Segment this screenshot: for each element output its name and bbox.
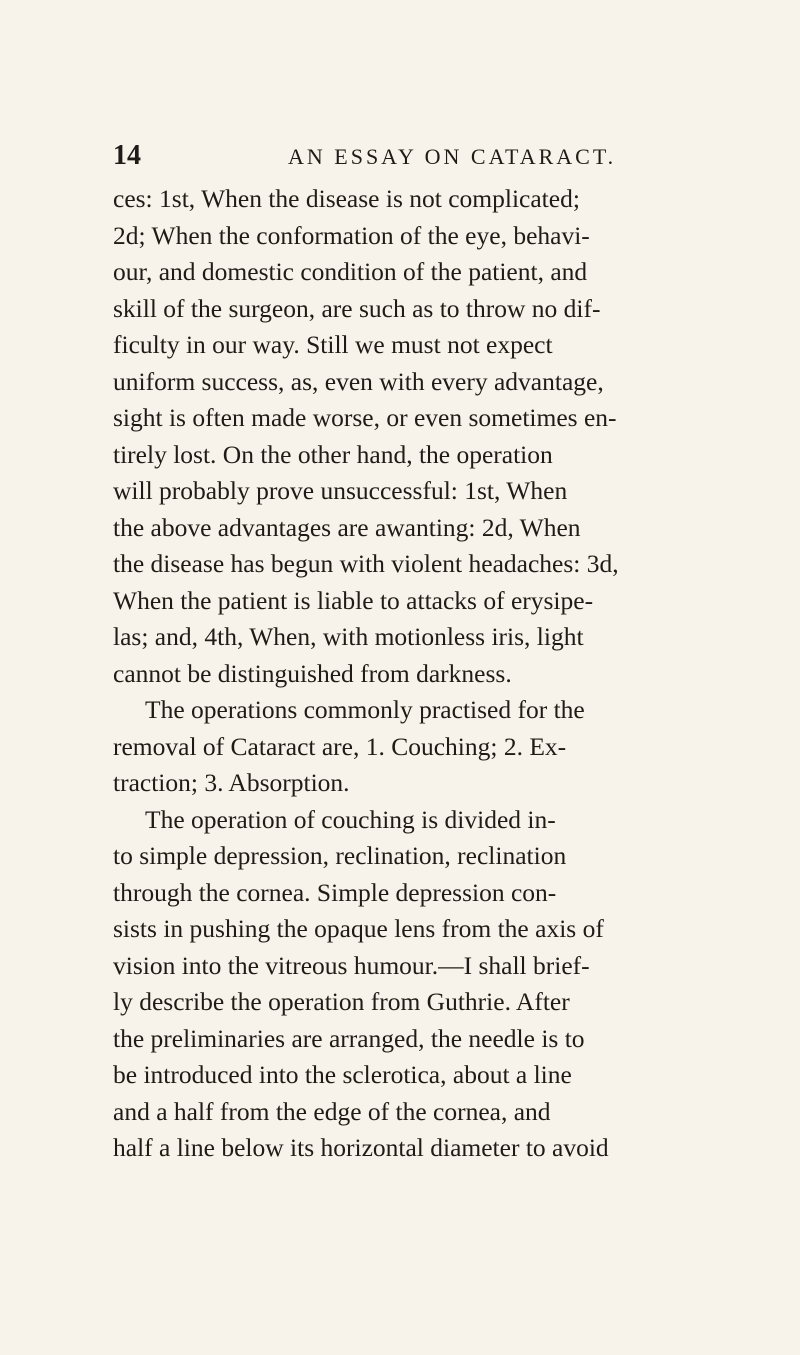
text-line: 2d; When the conformation of the eye, behavi- <box>113 220 590 250</box>
text-line: sists in pushing the opaque lens from the axis of <box>113 914 604 943</box>
text-line: and a half from the edge of the cornea, and <box>113 1096 551 1126</box>
text-line: uniform success, as, even with every advantage, <box>113 366 604 396</box>
text-line: through the cornea. Simple depression con- <box>113 877 557 907</box>
text-line: las; and, 4th, When, with motionless iris, light <box>113 622 584 651</box>
text-line: vision into the vitreous humour.—I shall brief- <box>113 950 590 980</box>
text-line: the above advantages are awanting: 2d, When <box>113 512 581 542</box>
text-line: cannot be distinguished from darkness. <box>113 658 512 688</box>
text-line: will probably prove unsuccessful: 1st, When <box>113 476 568 505</box>
text-line: skill of the surgeon, are such as to throw no dif- <box>113 293 601 323</box>
text-line: sight is often made worse, or even sometimes en- <box>113 403 617 432</box>
text-line: half a line below its horizontal diameter to avoid <box>113 1133 609 1162</box>
text-line: When the patient is liable to attacks of erysipe- <box>113 585 594 615</box>
text-line: ficulty in our way. Still we must not expect <box>113 330 553 359</box>
text-line: removal of Cataract are, 1. Couching; 2. Ex- <box>113 731 567 761</box>
text-line: the preliminaries are arranged, the needle is to <box>113 1023 585 1053</box>
running-head <box>113 140 713 180</box>
text-line: The operations commonly practised for the <box>145 695 585 724</box>
running-title: AN ESSAY ON CATARACT. <box>288 144 617 169</box>
text-line: The operation of couching is divided in- <box>145 804 556 834</box>
text-line: tirely lost. On the other hand, the operation <box>113 439 553 469</box>
text-line: ces: 1st, When the disease is not complicated; <box>113 184 580 213</box>
text-line: the disease has begun with violent headaches: 3d, <box>113 549 619 578</box>
text-line: to simple depression, reclination, reclination <box>113 841 567 870</box>
body-text <box>113 181 703 1167</box>
text-line: be introduced into the sclerotica, about a line <box>113 1060 572 1089</box>
text-line: our, and domestic condition of the patient, and <box>113 257 588 286</box>
page-number: 14 <box>113 140 141 171</box>
text-line: ly describe the operation from Guthrie. After <box>113 987 570 1016</box>
text-line: traction; 3. Absorption. <box>113 768 350 797</box>
